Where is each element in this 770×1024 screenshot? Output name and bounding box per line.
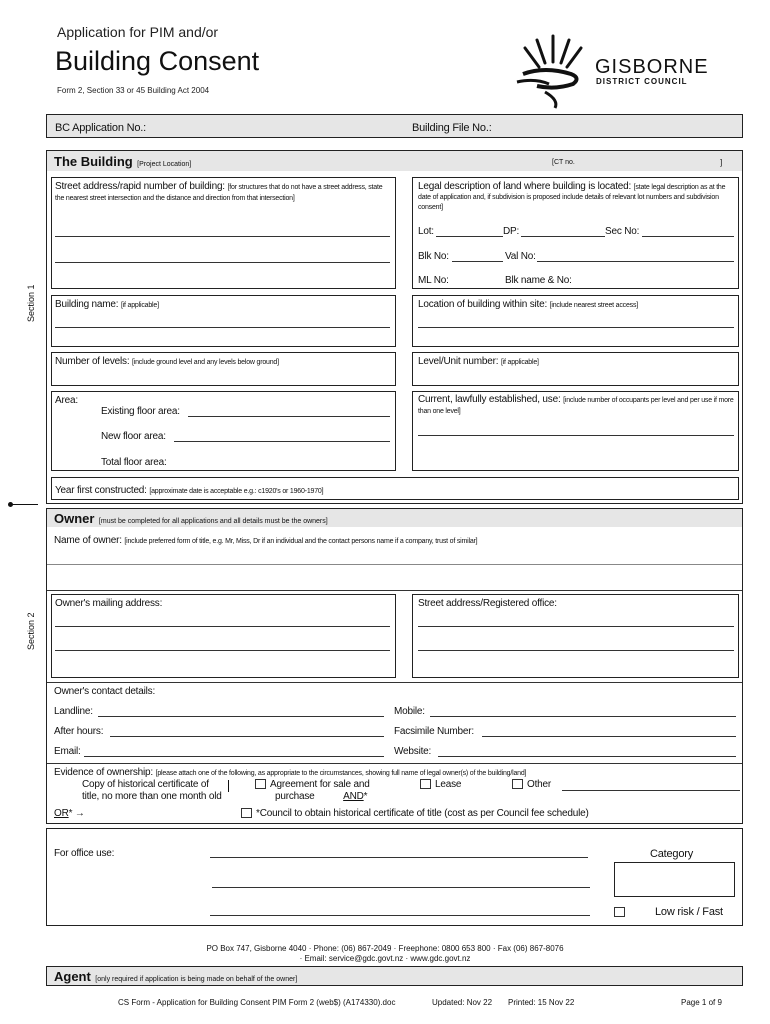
ct-number-label: [CT no. bbox=[552, 159, 575, 166]
year-constructed-label[interactable] bbox=[55, 485, 323, 496]
levels-title: Number of levels: bbox=[55, 356, 130, 367]
owner-heading-note: [must be completed for all applications and all details must be the owners] bbox=[98, 518, 328, 525]
building-name-note: [if applicable] bbox=[120, 302, 159, 309]
low-risk-option[interactable] bbox=[614, 906, 723, 918]
current-use-note: [include number of occupants per level and per use if more than one level] bbox=[418, 397, 734, 415]
website-field[interactable] bbox=[438, 756, 736, 757]
street-address-line-2[interactable] bbox=[55, 262, 390, 263]
legal-description-note: [state legal description as at the date of application and, if subdivision is proposed include details of relevant lot numbers and subdivision consent] bbox=[418, 184, 726, 211]
agent-heading bbox=[54, 968, 297, 986]
logo-sun-icon bbox=[515, 30, 595, 110]
lease-checkbox[interactable] bbox=[420, 779, 431, 789]
location-label bbox=[418, 299, 638, 310]
landline-field[interactable] bbox=[98, 716, 384, 717]
pre-title: Application for PIM and/or bbox=[57, 24, 219, 40]
bc-application-no-label[interactable]: BC Application No.: bbox=[55, 122, 146, 134]
footer-updated: Updated: Nov 22 bbox=[432, 998, 493, 1007]
other-option[interactable] bbox=[512, 779, 551, 790]
logo-name: GISBORNE bbox=[595, 56, 709, 78]
registered-office-label: Street address/Registered office: bbox=[418, 598, 557, 609]
form-title: Building Consent bbox=[55, 46, 260, 76]
or-label: OR bbox=[54, 808, 69, 819]
copy-certificate-option[interactable] bbox=[82, 779, 222, 803]
registered-office-line-2[interactable] bbox=[418, 650, 734, 651]
copy-certificate-line-1: Copy of historical certificate of bbox=[82, 779, 209, 790]
new-floor-area-label: New floor area: bbox=[101, 431, 166, 442]
owner-name-title: Name of owner: bbox=[54, 535, 122, 546]
contact-divider bbox=[47, 682, 742, 683]
dp-field[interactable] bbox=[521, 236, 605, 237]
unit-number-title: Level/Unit number: bbox=[418, 356, 499, 367]
office-use-line-2[interactable] bbox=[212, 887, 590, 888]
year-constructed-note: [approximate date is acceptable e.g.: c1920's or 1960-1970] bbox=[149, 488, 324, 495]
council-obtain-checkbox[interactable] bbox=[241, 808, 252, 818]
evidence-title: Evidence of ownership: bbox=[54, 767, 153, 778]
office-use-line-3[interactable] bbox=[210, 915, 590, 916]
val-no-field[interactable] bbox=[537, 261, 734, 262]
footer-printed: Printed: 15 Nov 22 bbox=[508, 998, 575, 1007]
mobile-label: Mobile: bbox=[394, 706, 425, 717]
email-label: Email: bbox=[54, 746, 81, 757]
council-obtain-option[interactable] bbox=[241, 808, 589, 819]
area-label: Area: bbox=[55, 395, 78, 406]
mailing-address-label: Owner's mailing address: bbox=[55, 598, 163, 609]
current-use-label bbox=[418, 395, 736, 417]
building-name-title: Building name: bbox=[55, 299, 119, 310]
owner-heading bbox=[54, 510, 328, 528]
low-risk-checkbox[interactable] bbox=[614, 907, 625, 917]
landline-label: Landline: bbox=[54, 706, 93, 717]
ct-number-close: ] bbox=[720, 158, 723, 167]
after-hours-field[interactable] bbox=[110, 736, 384, 737]
contact-details-label: Owner's contact details: bbox=[54, 686, 156, 697]
other-label: Other bbox=[527, 779, 552, 790]
copy-certificate-line-2: title, no more than one month old bbox=[82, 791, 222, 802]
council-contact-line-2: · Email: service@gdc.govt.nz · www.gdc.govt.nz bbox=[299, 954, 471, 963]
ml-no-label: ML No: bbox=[418, 275, 449, 286]
street-address-note: [for structures that do not have a street address, state the nearest street intersection and the distance and direction from that intersection] bbox=[55, 184, 383, 202]
evidence-note: [please attach one of the following, as appropriate to the circumstances, showing full name of legal owner(s) of the building/land] bbox=[155, 770, 527, 777]
copy-certificate-bar bbox=[228, 780, 229, 792]
owner-name-label bbox=[54, 535, 477, 546]
building-name-label bbox=[55, 299, 159, 310]
unit-number-note: [if applicable] bbox=[500, 359, 539, 366]
owner-heading-text: Owner bbox=[54, 511, 95, 526]
fax-field[interactable] bbox=[482, 736, 736, 737]
form-subtitle: Form 2, Section 33 or 45 Building Act 2004 bbox=[57, 86, 210, 95]
ct-number-field[interactable] bbox=[552, 159, 575, 166]
existing-floor-area-label: Existing floor area: bbox=[101, 406, 180, 417]
agreement-line-2: purchase bbox=[275, 791, 315, 802]
building-file-no-label[interactable]: Building File No.: bbox=[412, 122, 492, 134]
agent-heading-text: Agent bbox=[54, 969, 91, 984]
section-divider-marker bbox=[8, 500, 38, 510]
owner-name-divider-1 bbox=[47, 564, 742, 565]
building-heading-text: The Building bbox=[54, 154, 133, 169]
other-field[interactable] bbox=[562, 790, 740, 791]
and-star: * bbox=[363, 791, 368, 802]
total-floor-area-label: Total floor area: bbox=[101, 457, 167, 468]
owner-name-field[interactable] bbox=[47, 590, 742, 591]
registered-office-line-1[interactable] bbox=[418, 626, 734, 627]
location-title: Location of building within site: bbox=[418, 299, 548, 310]
location-note: [include nearest street access] bbox=[549, 302, 638, 309]
existing-floor-area-field[interactable] bbox=[188, 416, 390, 417]
sec-no-field[interactable] bbox=[642, 236, 734, 237]
unit-number-label[interactable] bbox=[418, 356, 539, 367]
street-address-title: Street address/rapid number of building: bbox=[55, 181, 225, 192]
council-obtain-label: *Council to obtain historical certificate of title (cost as per Council fee schedule) bbox=[256, 808, 589, 819]
or-arrow: * → bbox=[68, 808, 85, 819]
legal-description-title: Legal description of land where building is located: bbox=[418, 181, 632, 192]
current-use-title: Current, lawfully established, use: bbox=[418, 394, 561, 405]
year-constructed-title: Year first constructed: bbox=[55, 485, 147, 496]
council-logo bbox=[515, 30, 745, 110]
other-checkbox[interactable] bbox=[512, 779, 523, 789]
blk-no-field[interactable] bbox=[452, 261, 503, 262]
office-use-label: For office use: bbox=[54, 848, 115, 859]
lot-field[interactable] bbox=[436, 236, 503, 237]
mailing-address-line-1[interactable] bbox=[55, 626, 390, 627]
current-use-field[interactable] bbox=[418, 435, 734, 436]
building-name-field[interactable] bbox=[55, 327, 390, 328]
email-field[interactable] bbox=[84, 756, 384, 757]
mobile-field[interactable] bbox=[430, 716, 736, 717]
building-heading bbox=[54, 153, 191, 171]
legal-description-label bbox=[418, 182, 736, 212]
section-1-label: Section 1 bbox=[26, 284, 36, 322]
dp-label: DP: bbox=[503, 226, 520, 237]
low-risk-label: Low risk / Fast bbox=[655, 906, 723, 918]
section-2-label: Section 2 bbox=[26, 612, 36, 650]
sec-no-label: Sec No: bbox=[605, 226, 640, 237]
lease-label: Lease bbox=[435, 779, 462, 790]
evidence-label bbox=[54, 767, 526, 778]
new-floor-area-field[interactable] bbox=[174, 441, 390, 442]
category-label: Category bbox=[650, 848, 694, 860]
website-label: Website: bbox=[394, 746, 432, 757]
and-text: AND bbox=[343, 791, 364, 802]
logo-sub: DISTRICT COUNCIL bbox=[596, 77, 688, 86]
or-text bbox=[54, 808, 85, 819]
lot-label: Lot: bbox=[418, 226, 434, 237]
lease-option[interactable] bbox=[420, 779, 461, 790]
category-field[interactable] bbox=[614, 862, 735, 897]
street-address-label bbox=[55, 182, 390, 204]
val-no-label: Val No: bbox=[505, 251, 536, 262]
fax-label: Facsimile Number: bbox=[394, 726, 474, 737]
blk-name-label: Blk name & No: bbox=[505, 275, 572, 286]
levels-label[interactable] bbox=[55, 356, 279, 367]
location-field[interactable] bbox=[418, 327, 734, 328]
building-heading-note: [Project Location] bbox=[137, 161, 192, 168]
footer-page-number: Page 1 of 9 bbox=[681, 998, 722, 1007]
street-address-line-1[interactable] bbox=[55, 236, 390, 237]
office-use-line-1[interactable] bbox=[210, 857, 588, 858]
agent-heading-note: [only required if application is being made on behalf of the owner] bbox=[95, 976, 298, 983]
footer-doc-name: CS Form - Application for Building Consent PIM Form 2 (web$) (A174330).doc bbox=[118, 998, 396, 1007]
council-contact-line-1: PO Box 747, Gisborne 4040 · Phone: (06) 867-2049 · Freephone: 0800 653 800 · Fax (06) 867-8076 bbox=[206, 944, 564, 953]
mailing-address-line-2[interactable] bbox=[55, 650, 390, 651]
levels-note: [include ground level and any levels below ground] bbox=[132, 359, 279, 366]
agreement-line-1: Agreement for sale and bbox=[270, 779, 370, 790]
agreement-checkbox[interactable] bbox=[255, 779, 266, 789]
owner-name-note: [include preferred form of title, e.g. Mr, Miss, Dr if an individual and the contact persons name if a company, trust of similar] bbox=[124, 538, 478, 545]
blk-no-label: Blk No: bbox=[418, 251, 449, 262]
after-hours-label: After hours: bbox=[54, 726, 104, 737]
agreement-option[interactable] bbox=[255, 779, 370, 803]
application-number-bar bbox=[46, 114, 743, 138]
evidence-divider bbox=[47, 763, 742, 764]
